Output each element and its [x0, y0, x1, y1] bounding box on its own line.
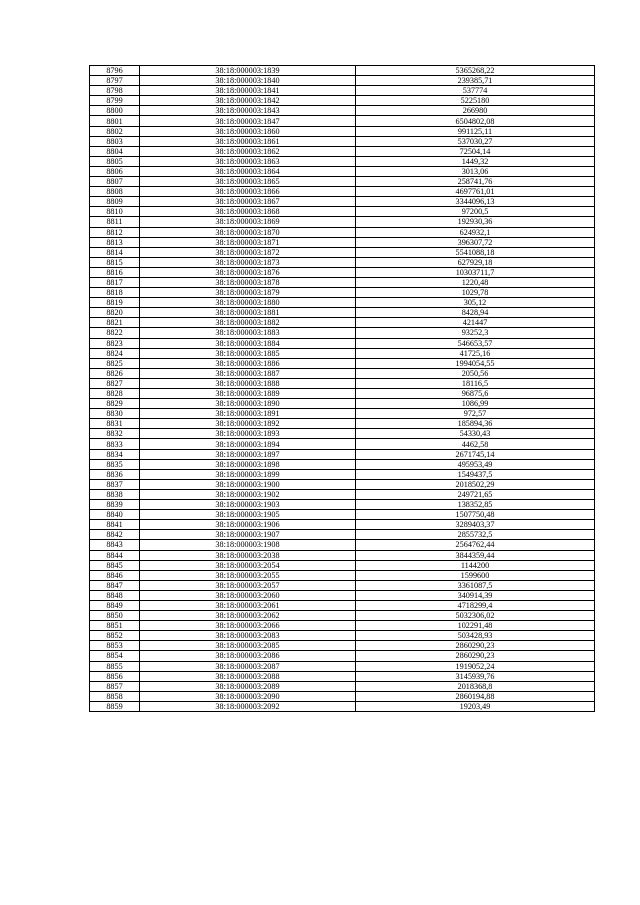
- row-number-cell: 8837: [90, 479, 140, 489]
- cadastral-number-cell: 38:18:000003:1862: [140, 146, 356, 156]
- cadastral-number-cell: 38:18:000003:2087: [140, 661, 356, 671]
- value-cell: 5032306,02: [356, 611, 595, 621]
- row-number-cell: 8846: [90, 570, 140, 580]
- value-cell: 624932,1: [356, 227, 595, 237]
- cadastral-number-cell: 38:18:000003:1864: [140, 166, 356, 176]
- cadastral-number-cell: 38:18:000003:1893: [140, 429, 356, 439]
- table-row: [90, 409, 595, 419]
- cadastral-number-cell: 38:18:000003:2066: [140, 621, 356, 631]
- row-number-cell: 8852: [90, 631, 140, 641]
- value-cell: 5365268,22: [356, 66, 595, 76]
- table-row: [90, 429, 595, 439]
- cadastral-number-cell: 38:18:000003:1899: [140, 469, 356, 479]
- row-number-cell: 8833: [90, 439, 140, 449]
- row-number-cell: 8857: [90, 681, 140, 691]
- value-cell: 72504,14: [356, 146, 595, 156]
- value-cell: 4718299,4: [356, 600, 595, 610]
- table-row: [90, 469, 595, 479]
- cadastral-number-cell: 38:18:000003:1876: [140, 267, 356, 277]
- row-number-cell: 8842: [90, 530, 140, 540]
- value-cell: 1599600: [356, 570, 595, 580]
- row-number-cell: 8856: [90, 671, 140, 681]
- value-cell: 97200,5: [356, 207, 595, 217]
- value-cell: 1086,99: [356, 399, 595, 409]
- table-row: [90, 701, 595, 711]
- value-cell: 991125,11: [356, 126, 595, 136]
- table-row: [90, 197, 595, 207]
- row-number-cell: 8796: [90, 66, 140, 76]
- cadastral-number-cell: 38:18:000003:1847: [140, 116, 356, 126]
- table-row: [90, 146, 595, 156]
- cadastral-number-cell: 38:18:000003:1892: [140, 419, 356, 429]
- table-row: [90, 550, 595, 560]
- table-row: [90, 96, 595, 106]
- value-cell: 3361087,5: [356, 580, 595, 590]
- table-row: [90, 187, 595, 197]
- value-cell: 2671745,14: [356, 449, 595, 459]
- table-row: [90, 76, 595, 86]
- value-cell: 249721,65: [356, 489, 595, 499]
- cadastral-number-cell: 38:18:000003:2090: [140, 691, 356, 701]
- cadastral-number-cell: 38:18:000003:1894: [140, 439, 356, 449]
- value-cell: 2860194,88: [356, 691, 595, 701]
- cadastral-number-cell: 38:18:000003:1908: [140, 540, 356, 550]
- table-row: [90, 237, 595, 247]
- table-row: [90, 389, 595, 399]
- table-row: [90, 227, 595, 237]
- row-number-cell: 8845: [90, 560, 140, 570]
- cadastral-number-cell: 38:18:000003:2060: [140, 590, 356, 600]
- value-cell: 5541088,18: [356, 247, 595, 257]
- row-number-cell: 8803: [90, 136, 140, 146]
- value-cell: 192930,36: [356, 217, 595, 227]
- cadastral-number-cell: 38:18:000003:1883: [140, 328, 356, 338]
- value-cell: 3145939,76: [356, 671, 595, 681]
- cadastral-number-cell: 38:18:000003:1866: [140, 187, 356, 197]
- value-cell: 10303711,7: [356, 267, 595, 277]
- value-cell: 627929,18: [356, 257, 595, 267]
- value-cell: 2018502,29: [356, 479, 595, 489]
- value-cell: 1994054,55: [356, 358, 595, 368]
- row-number-cell: 8834: [90, 449, 140, 459]
- table-row: [90, 166, 595, 176]
- row-number-cell: 8802: [90, 126, 140, 136]
- row-number-cell: 8810: [90, 207, 140, 217]
- table-row: [90, 378, 595, 388]
- cadastral-number-cell: 38:18:000003:1869: [140, 217, 356, 227]
- table-row: [90, 611, 595, 621]
- value-cell: 305,12: [356, 298, 595, 308]
- cadastral-number-cell: 38:18:000003:1898: [140, 459, 356, 469]
- table-row: [90, 207, 595, 217]
- cadastral-number-cell: 38:18:000003:1879: [140, 288, 356, 298]
- value-cell: 1919052,24: [356, 661, 595, 671]
- table-row: [90, 661, 595, 671]
- row-number-cell: 8830: [90, 409, 140, 419]
- cadastral-number-cell: 38:18:000003:1900: [140, 479, 356, 489]
- table-row: [90, 560, 595, 570]
- value-cell: 546653,57: [356, 338, 595, 348]
- table-row: [90, 257, 595, 267]
- row-number-cell: 8809: [90, 197, 140, 207]
- table-row: [90, 600, 595, 610]
- value-cell: 41725,16: [356, 348, 595, 358]
- row-number-cell: 8820: [90, 308, 140, 318]
- value-cell: 537030,27: [356, 136, 595, 146]
- cadastral-number-cell: 38:18:000003:1887: [140, 368, 356, 378]
- value-cell: 18116,5: [356, 378, 595, 388]
- value-cell: 537774: [356, 86, 595, 96]
- cadastral-number-cell: 38:18:000003:1867: [140, 197, 356, 207]
- cadastral-number-cell: 38:18:000003:1872: [140, 247, 356, 257]
- cadastral-number-cell: 38:18:000003:2062: [140, 611, 356, 621]
- value-cell: 1449,32: [356, 156, 595, 166]
- table-row: [90, 439, 595, 449]
- value-cell: 495953,49: [356, 459, 595, 469]
- table-row: [90, 247, 595, 257]
- row-number-cell: 8829: [90, 399, 140, 409]
- cadastral-number-cell: 38:18:000003:1873: [140, 257, 356, 267]
- cadastral-number-cell: 38:18:000003:1841: [140, 86, 356, 96]
- value-cell: 266980: [356, 106, 595, 116]
- row-number-cell: 8828: [90, 389, 140, 399]
- cadastral-number-cell: 38:18:000003:2088: [140, 671, 356, 681]
- table-row: [90, 338, 595, 348]
- value-cell: 2860290,23: [356, 651, 595, 661]
- row-number-cell: 8832: [90, 429, 140, 439]
- value-cell: 5225180: [356, 96, 595, 106]
- table-row: [90, 298, 595, 308]
- table-row: [90, 590, 595, 600]
- value-cell: 1507750,48: [356, 510, 595, 520]
- cadastral-number-cell: 38:18:000003:2085: [140, 641, 356, 651]
- value-cell: 2855732,5: [356, 530, 595, 540]
- cadastral-number-cell: 38:18:000003:2054: [140, 560, 356, 570]
- row-number-cell: 8843: [90, 540, 140, 550]
- cadastral-number-cell: 38:18:000003:1861: [140, 136, 356, 146]
- row-number-cell: 8853: [90, 641, 140, 651]
- table-row: [90, 308, 595, 318]
- table-row: [90, 449, 595, 459]
- cadastral-number-cell: 38:18:000003:1878: [140, 277, 356, 287]
- value-cell: 1220,48: [356, 277, 595, 287]
- cadastral-number-cell: 38:18:000003:1840: [140, 76, 356, 86]
- row-number-cell: 8822: [90, 328, 140, 338]
- table-row: [90, 621, 595, 631]
- row-number-cell: 8819: [90, 298, 140, 308]
- table-row: [90, 177, 595, 187]
- value-cell: 3344096,13: [356, 197, 595, 207]
- value-cell: 1029,78: [356, 288, 595, 298]
- table-row: [90, 277, 595, 287]
- row-number-cell: 8798: [90, 86, 140, 96]
- cadastral-number-cell: 38:18:000003:1888: [140, 378, 356, 388]
- cadastral-number-cell: 38:18:000003:1871: [140, 237, 356, 247]
- cadastral-value-table: [89, 65, 595, 712]
- cadastral-number-cell: 38:18:000003:2038: [140, 550, 356, 560]
- row-number-cell: 8804: [90, 146, 140, 156]
- value-cell: 1144200: [356, 560, 595, 570]
- table-row: [90, 136, 595, 146]
- table-row: [90, 530, 595, 540]
- table-row: [90, 580, 595, 590]
- table-row: [90, 570, 595, 580]
- row-number-cell: 8825: [90, 358, 140, 368]
- table-row: [90, 510, 595, 520]
- cadastral-number-cell: 38:18:000003:1865: [140, 177, 356, 187]
- value-cell: 396307,72: [356, 237, 595, 247]
- row-number-cell: 8808: [90, 187, 140, 197]
- row-number-cell: 8812: [90, 227, 140, 237]
- row-number-cell: 8806: [90, 166, 140, 176]
- table-row: [90, 681, 595, 691]
- row-number-cell: 8797: [90, 76, 140, 86]
- row-number-cell: 8799: [90, 96, 140, 106]
- table-row: [90, 479, 595, 489]
- cadastral-number-cell: 38:18:000003:1890: [140, 399, 356, 409]
- row-number-cell: 8844: [90, 550, 140, 560]
- cadastral-number-cell: 38:18:000003:1889: [140, 389, 356, 399]
- cadastral-number-cell: 38:18:000003:1882: [140, 318, 356, 328]
- table-row: [90, 459, 595, 469]
- cadastral-number-cell: 38:18:000003:1886: [140, 358, 356, 368]
- row-number-cell: 8821: [90, 318, 140, 328]
- table-row: [90, 419, 595, 429]
- row-number-cell: 8800: [90, 106, 140, 116]
- cadastral-number-cell: 38:18:000003:2092: [140, 701, 356, 711]
- table-row: [90, 318, 595, 328]
- cadastral-number-cell: 38:18:000003:1902: [140, 489, 356, 499]
- row-number-cell: 8847: [90, 580, 140, 590]
- value-cell: 421447: [356, 318, 595, 328]
- value-cell: 3013,06: [356, 166, 595, 176]
- table-row: [90, 651, 595, 661]
- cadastral-number-cell: 38:18:000003:1860: [140, 126, 356, 136]
- cadastral-number-cell: 38:18:000003:1884: [140, 338, 356, 348]
- cadastral-number-cell: 38:18:000003:1868: [140, 207, 356, 217]
- value-cell: 1549437,5: [356, 469, 595, 479]
- table-row: [90, 217, 595, 227]
- row-number-cell: 8836: [90, 469, 140, 479]
- cadastral-number-cell: 38:18:000003:1842: [140, 96, 356, 106]
- value-cell: 2050,56: [356, 368, 595, 378]
- value-cell: 102291,48: [356, 621, 595, 631]
- cadastral-number-cell: 38:18:000003:2055: [140, 570, 356, 580]
- cadastral-number-cell: 38:18:000003:1870: [140, 227, 356, 237]
- row-number-cell: 8824: [90, 348, 140, 358]
- table-row: [90, 641, 595, 651]
- table-row: [90, 520, 595, 530]
- table-row: [90, 489, 595, 499]
- value-cell: 54330,43: [356, 429, 595, 439]
- cadastral-number-cell: 38:18:000003:2089: [140, 681, 356, 691]
- value-cell: 138352,85: [356, 500, 595, 510]
- value-cell: 972,57: [356, 409, 595, 419]
- row-number-cell: 8840: [90, 510, 140, 520]
- cadastral-number-cell: 38:18:000003:1907: [140, 530, 356, 540]
- row-number-cell: 8859: [90, 701, 140, 711]
- row-number-cell: 8827: [90, 378, 140, 388]
- table-row: [90, 691, 595, 701]
- row-number-cell: 8811: [90, 217, 140, 227]
- cadastral-number-cell: 38:18:000003:2086: [140, 651, 356, 661]
- row-number-cell: 8805: [90, 156, 140, 166]
- cadastral-number-cell: 38:18:000003:1843: [140, 106, 356, 116]
- cadastral-number-cell: 38:18:000003:1880: [140, 298, 356, 308]
- row-number-cell: 8807: [90, 177, 140, 187]
- table-body: [90, 66, 595, 712]
- row-number-cell: 8818: [90, 288, 140, 298]
- value-cell: 2564762,44: [356, 540, 595, 550]
- value-cell: 2018368,8: [356, 681, 595, 691]
- row-number-cell: 8835: [90, 459, 140, 469]
- value-cell: 3289403,37: [356, 520, 595, 530]
- table-row: [90, 671, 595, 681]
- value-cell: 93252,3: [356, 328, 595, 338]
- table-row: [90, 156, 595, 166]
- row-number-cell: 8848: [90, 590, 140, 600]
- cadastral-number-cell: 38:18:000003:2057: [140, 580, 356, 590]
- cadastral-number-cell: 38:18:000003:1891: [140, 409, 356, 419]
- cadastral-number-cell: 38:18:000003:1903: [140, 500, 356, 510]
- cadastral-number-cell: 38:18:000003:1839: [140, 66, 356, 76]
- row-number-cell: 8826: [90, 368, 140, 378]
- table-row: [90, 86, 595, 96]
- value-cell: 3844359,44: [356, 550, 595, 560]
- table-row: [90, 267, 595, 277]
- value-cell: 19203,49: [356, 701, 595, 711]
- value-cell: 4697761,01: [356, 187, 595, 197]
- value-cell: 239385,71: [356, 76, 595, 86]
- row-number-cell: 8841: [90, 520, 140, 530]
- cadastral-number-cell: 38:18:000003:1881: [140, 308, 356, 318]
- table-row: [90, 540, 595, 550]
- table-row: [90, 66, 595, 76]
- table-row: [90, 399, 595, 409]
- row-number-cell: 8817: [90, 277, 140, 287]
- row-number-cell: 8815: [90, 257, 140, 267]
- cadastral-number-cell: 38:18:000003:1863: [140, 156, 356, 166]
- value-cell: 6504802,08: [356, 116, 595, 126]
- table-row: [90, 368, 595, 378]
- table-row: [90, 288, 595, 298]
- row-number-cell: 8858: [90, 691, 140, 701]
- table-row: [90, 126, 595, 136]
- row-number-cell: 8854: [90, 651, 140, 661]
- value-cell: 96875,6: [356, 389, 595, 399]
- table-row: [90, 500, 595, 510]
- row-number-cell: 8855: [90, 661, 140, 671]
- table-row: [90, 358, 595, 368]
- value-cell: 2860290,23: [356, 641, 595, 651]
- table-row: [90, 631, 595, 641]
- value-cell: 258741,76: [356, 177, 595, 187]
- table-row: [90, 328, 595, 338]
- cadastral-number-cell: 38:18:000003:1885: [140, 348, 356, 358]
- cadastral-number-cell: 38:18:000003:2083: [140, 631, 356, 641]
- table-row: [90, 116, 595, 126]
- table-row: [90, 106, 595, 116]
- row-number-cell: 8814: [90, 247, 140, 257]
- row-number-cell: 8849: [90, 600, 140, 610]
- table-row: [90, 348, 595, 358]
- row-number-cell: 8801: [90, 116, 140, 126]
- row-number-cell: 8831: [90, 419, 140, 429]
- row-number-cell: 8839: [90, 500, 140, 510]
- row-number-cell: 8838: [90, 489, 140, 499]
- row-number-cell: 8813: [90, 237, 140, 247]
- row-number-cell: 8823: [90, 338, 140, 348]
- row-number-cell: 8851: [90, 621, 140, 631]
- cadastral-number-cell: 38:18:000003:2061: [140, 600, 356, 610]
- cadastral-number-cell: 38:18:000003:1905: [140, 510, 356, 520]
- cadastral-number-cell: 38:18:000003:1906: [140, 520, 356, 530]
- value-cell: 340914,39: [356, 590, 595, 600]
- value-cell: 185894,36: [356, 419, 595, 429]
- value-cell: 503428,93: [356, 631, 595, 641]
- value-cell: 8428,94: [356, 308, 595, 318]
- value-cell: 4462,58: [356, 439, 595, 449]
- row-number-cell: 8816: [90, 267, 140, 277]
- cadastral-number-cell: 38:18:000003:1897: [140, 449, 356, 459]
- row-number-cell: 8850: [90, 611, 140, 621]
